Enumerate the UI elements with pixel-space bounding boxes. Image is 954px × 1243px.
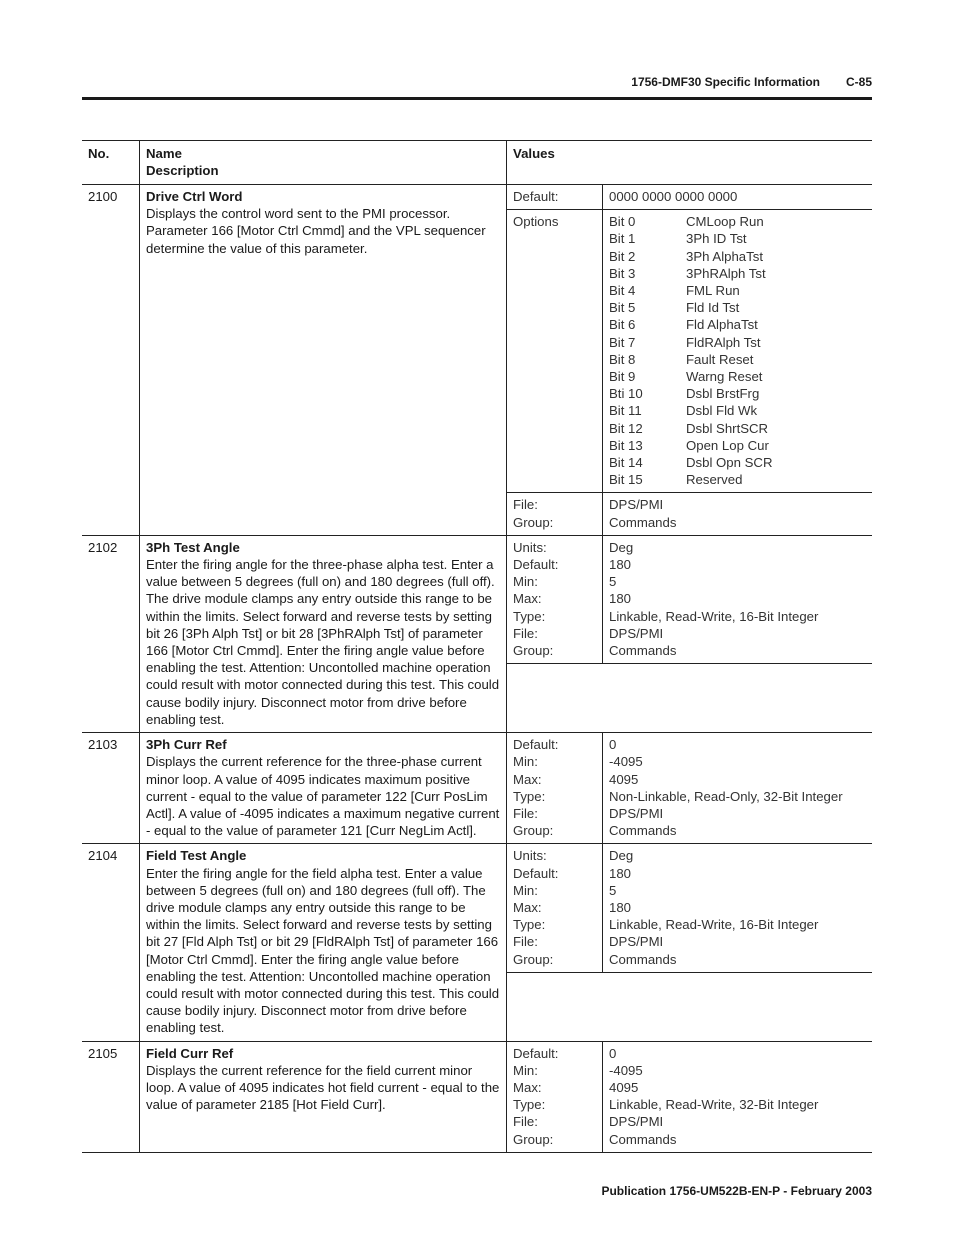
- value-line: Min:: [513, 1062, 538, 1078]
- value-line: DPS/PMI: [609, 805, 664, 821]
- col-header-description-label: Description: [146, 163, 219, 179]
- values-labels: [507, 844, 602, 971]
- value-line: File:: [513, 625, 538, 641]
- section-title: 1756-DMF30 Specific Information: [631, 75, 820, 89]
- value-line: File:: [513, 934, 538, 950]
- value-line: Deg: [609, 848, 634, 864]
- values-grid: [507, 1042, 872, 1152]
- param-name-cell: [139, 185, 506, 535]
- table-header-row: [82, 140, 872, 185]
- values-labels: [507, 733, 602, 843]
- table-row: [82, 185, 872, 536]
- param-description: Displays the current reference for the field current minor loop. A value of 4095 indicates hot field current - equal to the value of parameter 2185 [Hot Field Curr].: [146, 1062, 500, 1113]
- values-labels: [507, 493, 602, 534]
- value-line: DPS/PMI: [609, 625, 664, 641]
- value-line: 3Ph ID Tst: [686, 231, 747, 247]
- value-line: Bit 4: [609, 283, 636, 299]
- param-description: Displays the control word sent to the PMI processor. Parameter 166 [Motor Ctrl Cmmd] and the VPL sequencer determine the value of this parameter.: [146, 206, 486, 256]
- param-name: 3Ph Test Angle: [146, 539, 240, 555]
- value-line: 3PhRAlph Tst: [686, 265, 766, 281]
- value-line: Group:: [513, 1131, 554, 1147]
- values-values: [602, 536, 872, 663]
- value-line: -4095: [609, 1062, 643, 1078]
- value-line: Linkable, Read-Write, 16-Bit Integer: [609, 917, 819, 933]
- value-line: Bit 15: [609, 472, 643, 488]
- value-line: Bit 6: [609, 317, 636, 333]
- bit-name-list: [686, 213, 772, 488]
- parameter-table: [82, 140, 872, 1153]
- value-line: Reserved: [686, 472, 743, 488]
- value-line: 5: [609, 574, 617, 590]
- value-line: Default:: [513, 737, 559, 753]
- bit-options: [602, 210, 872, 492]
- page-header: [631, 75, 872, 89]
- value-line: 3Ph AlphaTst: [686, 248, 763, 264]
- value-line: Type:: [513, 1097, 546, 1113]
- value-line: Min:: [513, 882, 538, 898]
- value-line: 4095: [609, 1079, 639, 1095]
- col-header-name-label: Name: [146, 146, 182, 161]
- value-line: Fault Reset: [686, 351, 754, 367]
- value-line: Commands: [609, 643, 677, 659]
- value-line: Bit 2: [609, 248, 636, 264]
- value-line: 180: [609, 591, 632, 607]
- table-row: [82, 536, 872, 733]
- value-line: Deg: [609, 539, 634, 555]
- col-header-no: No.: [88, 146, 110, 161]
- value-line: Bit 0: [609, 214, 636, 230]
- param-description: Enter the firing angle for the field alpha test. Enter a value between 5 degrees (full on) and 180 degrees (full off). The drive module clamps any entry outside this range to be within the limits. Select forward and reverse tests by setting bit 27 [Fld Alph Tst] or bit 29 [FldRAlph Tst] of parameter 166 [Motor Ctrl Cmmd]. Enter the firing angle value before enabling the test. Attention: Uncontolled machine operation could result with motor connected during this test. This could cause bodily injury. Disconnect motor from drive before enabling test.: [146, 865, 500, 1036]
- param-values-cell: [506, 185, 872, 535]
- values-options-row: [507, 210, 872, 493]
- param-values-cell: [506, 844, 872, 1040]
- bit-number-list: [609, 213, 686, 488]
- value-line: 0: [609, 1045, 617, 1061]
- values-file-row: [507, 493, 872, 534]
- values-values: [602, 733, 872, 843]
- param-values-cell: [506, 1042, 872, 1152]
- param-number: 2104: [88, 848, 118, 864]
- value-line: DPS/PMI: [609, 497, 664, 513]
- value-line: Bit 3: [609, 265, 636, 281]
- value-line: Bit 11: [609, 403, 642, 419]
- param-number: 2105: [88, 1045, 118, 1061]
- value-line: Default:: [513, 865, 559, 881]
- value-line: 4095: [609, 771, 639, 787]
- param-name-cell: [139, 844, 506, 1040]
- values-label: Options: [513, 214, 559, 230]
- value-line: Dsbl Opn SCR: [686, 455, 773, 471]
- value-line: Max:: [513, 1079, 542, 1095]
- param-number: 2103: [88, 737, 118, 753]
- value-line: Fld Id Tst: [686, 300, 740, 316]
- values-grid: [507, 733, 872, 843]
- table-row: [82, 1042, 872, 1153]
- value-line: Bit 13: [609, 437, 643, 453]
- value-line: File:: [513, 1114, 538, 1130]
- param-name: 3Ph Curr Ref: [146, 737, 227, 753]
- value-line: 180: [609, 865, 632, 881]
- value-line: Type:: [513, 917, 546, 933]
- value-line: 180: [609, 899, 632, 915]
- value-line: Bit 5: [609, 300, 636, 316]
- param-name: Drive Ctrl Word: [146, 189, 243, 204]
- param-number: 2100: [88, 189, 118, 204]
- values-label: Default:: [513, 189, 559, 204]
- value-line: Default:: [513, 557, 559, 573]
- value-line: Open Lop Cur: [686, 437, 769, 453]
- value-line: DPS/PMI: [609, 1114, 664, 1130]
- value-line: Bit 7: [609, 334, 636, 350]
- page-number: C-85: [845, 75, 872, 89]
- param-name-cell: [139, 536, 506, 732]
- value-line: Default:: [513, 1045, 559, 1061]
- value-line: Commands: [609, 951, 677, 967]
- value-line: Bit 12: [609, 420, 643, 436]
- param-name-cell: [139, 733, 506, 843]
- value-line: CMLoop Run: [686, 214, 764, 230]
- value-line: Group:: [513, 951, 554, 967]
- value-line: Bit 9: [609, 369, 636, 385]
- value-line: Commands: [609, 1131, 677, 1147]
- value-line: Bit 8: [609, 351, 636, 367]
- value-line: FldRAlph Tst: [686, 334, 761, 350]
- value-line: Bit 1: [609, 231, 636, 247]
- value-line: Units:: [513, 539, 547, 555]
- value-line: Max:: [513, 591, 542, 607]
- param-description: Displays the current reference for the three-phase current minor loop. A value of 4095 indicates maximum positive current - equal to the value of parameter 122 [Curr PosLim Actl]. A value of -4095 indicates a maximum negative current - equal to the value of parameter 121 [Curr NegLim Actl].: [146, 754, 500, 839]
- values-labels: [507, 536, 602, 663]
- table-row: [82, 733, 872, 844]
- value-line: Commands: [609, 514, 677, 530]
- value-line: Bit 14: [609, 455, 643, 471]
- value-line: Group:: [513, 643, 554, 659]
- param-name-cell: [139, 1042, 506, 1152]
- value-line: Fld AlphaTst: [686, 317, 758, 333]
- header-rule: [82, 97, 872, 100]
- value-line: Type:: [513, 608, 546, 624]
- col-header-name: [139, 141, 506, 184]
- values-labels: [507, 1042, 602, 1152]
- param-values-cell: [506, 536, 872, 732]
- values-default-row: [507, 185, 872, 210]
- value-line: Dsbl BrstFrg: [686, 386, 760, 402]
- value-line: Units:: [513, 848, 547, 864]
- value-line: Max:: [513, 899, 542, 915]
- value-line: 5: [609, 882, 617, 898]
- param-number: 2102: [88, 539, 118, 555]
- param-name: Field Test Angle: [146, 848, 247, 864]
- value-line: Linkable, Read-Write, 32-Bit Integer: [609, 1097, 819, 1113]
- value-line: Group:: [513, 514, 554, 530]
- value-line: File:: [513, 497, 538, 513]
- value-line: Dsbl Fld Wk: [686, 403, 758, 419]
- value-line: Max:: [513, 771, 542, 787]
- value-line: Commands: [609, 823, 677, 839]
- value-line: Min:: [513, 754, 538, 770]
- values-grid: [507, 536, 872, 664]
- value-line: 0: [609, 737, 617, 753]
- value-line: Warng Reset: [686, 369, 763, 385]
- value-line: Dsbl ShrtSCR: [686, 420, 769, 436]
- values-grid: [507, 844, 872, 972]
- value-line: Non-Linkable, Read-Only, 32-Bit Integer: [609, 788, 843, 804]
- value-line: Type:: [513, 788, 546, 804]
- col-header-values: Values: [506, 141, 872, 184]
- values-values: [602, 844, 872, 971]
- value-line: DPS/PMI: [609, 934, 664, 950]
- value-line: Bti 10: [609, 386, 643, 402]
- publication-footer: Publication 1756-UM522B-EN-P - February 2003: [601, 1184, 872, 1198]
- param-name: Field Curr Ref: [146, 1045, 234, 1061]
- value-line: Group:: [513, 823, 554, 839]
- value-line: File:: [513, 805, 538, 821]
- values-values: [602, 493, 872, 534]
- values-values: [602, 1042, 872, 1152]
- value-line: -4095: [609, 754, 643, 770]
- value-line: FML Run: [686, 283, 740, 299]
- param-values-cell: [506, 733, 872, 843]
- table-row: [82, 844, 872, 1041]
- value-line: 180: [609, 557, 632, 573]
- values-value: 0000 0000 0000 0000: [602, 185, 872, 209]
- param-description: Enter the firing angle for the three-phase alpha test. Enter a value between 5 degrees (full on) and 180 degrees (full off). The drive module clamps any entry outside this range to be within the limits. Select forward and reverse tests by setting bit 26 [3Ph Alph Tst] or bit 28 [3PhRAlph Tst] of parameter 166 [Motor Ctrl Cmmd]. Enter the firing angle value before enabling the test. Attention: Uncontolled machine operation could result with motor connected during this test. This could cause bodily injury. Disconnect motor from drive before enabling test.: [146, 557, 500, 727]
- value-line: Linkable, Read-Write, 16-Bit Integer: [609, 608, 819, 624]
- value-line: Min:: [513, 574, 538, 590]
